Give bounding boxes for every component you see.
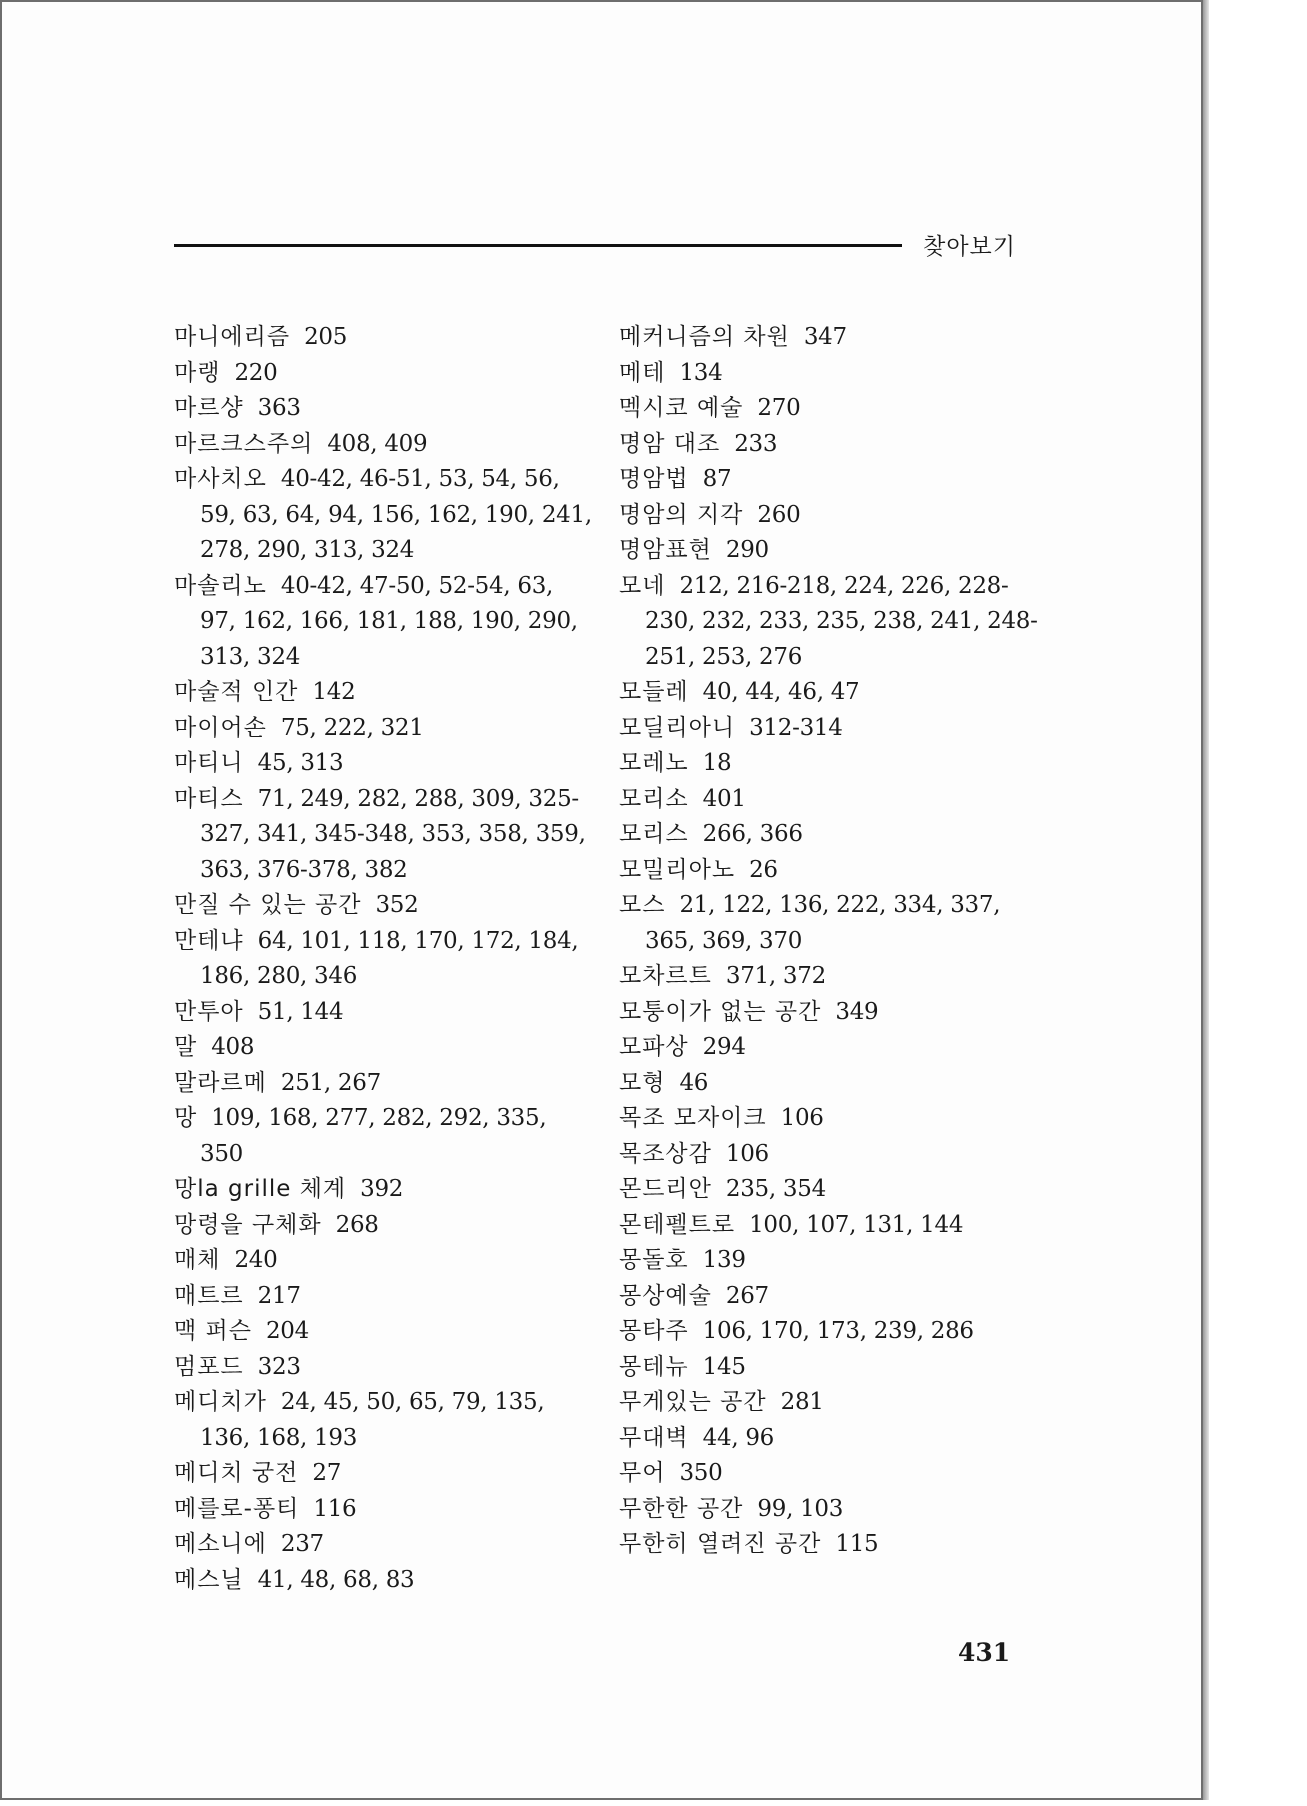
index-entry: 모파상 294 — [619, 1034, 746, 1060]
index-entry: 만테냐 64, 101, 118, 170, 172, 184, 186, 280, 346 — [174, 927, 579, 989]
index-entry: 모밀리아노 26 — [619, 856, 778, 883]
index-entry: 메소니에 237 — [174, 1531, 324, 1557]
index-entry: 명암의 지각 260 — [619, 501, 801, 528]
index-entry: 맥 퍼슨 204 — [174, 1318, 309, 1344]
index-entry: 무한히 열려진 공간 115 — [619, 1531, 879, 1557]
running-header — [174, 226, 1016, 266]
index-entry: 모리소 401 — [619, 785, 746, 812]
index-entry: 명암법 87 — [619, 466, 732, 492]
index-entry: 망령을 구체화 268 — [174, 1211, 379, 1238]
index-entry: 메커니즘의 차원 347 — [619, 324, 847, 350]
index-entry: 마사치오 40-42, 46-51, 53, 54, 56, 59, 63, 64, 94, 156, 162, 190, 241, 278, 290, 313, 324 — [174, 466, 592, 563]
index-entry: 마솔리노 40-42, 47-50, 52-54, 63, 97, 162, 166, 181, 188, 190, 290, 313, 324 — [174, 572, 578, 670]
index-entry: 마르샹 363 — [174, 395, 301, 421]
index-entry: 무대벽 44, 96 — [619, 1424, 775, 1451]
index-entry: 메디치가 24, 45, 50, 65, 79, 135, 136, 168, 193 — [174, 1389, 545, 1451]
index-entry: 메스닐 41, 48, 68, 83 — [174, 1566, 415, 1593]
index-entry: 멈포드 323 — [174, 1353, 301, 1380]
index-entry: 만투아 51, 144 — [174, 998, 344, 1025]
index-entry: 무게있는 공간 281 — [619, 1389, 824, 1415]
index-entry: 마랭 220 — [174, 359, 278, 386]
index-entry: 마이어손 75, 222, 321 — [174, 714, 424, 741]
index-entry: 몽타주 106, 170, 173, 239, 286 — [619, 1318, 974, 1344]
index-entry: 목조상감 106 — [619, 1140, 769, 1167]
index-entry: 망la grille 체계 392 — [174, 1176, 404, 1202]
index-column-right — [619, 320, 1039, 1563]
index-entry: 명암 대조 233 — [619, 430, 778, 457]
index-entry: 무한한 공간 99, 103 — [619, 1495, 844, 1522]
index-entry: 모형 46 — [619, 1069, 709, 1096]
index-entry: 마티니 45, 313 — [174, 750, 344, 776]
header-title: 찾아보기 — [923, 234, 1016, 260]
index-entry: 모리스 266, 366 — [619, 821, 803, 847]
index-entry: 말라르메 251, 267 — [174, 1069, 381, 1096]
page-number: 431 — [958, 1638, 1011, 1667]
index-entry: 마술적 인간 142 — [174, 679, 356, 705]
index-entry: 모딜리아니 312-314 — [619, 714, 843, 741]
header-rule — [174, 244, 902, 247]
index-entry: 목조 모자이크 106 — [619, 1105, 824, 1131]
index-entry: 몬테펠트로 100, 107, 131, 144 — [619, 1211, 964, 1238]
page-edge-shadow — [1203, 0, 1209, 1800]
index-entry: 모들레 40, 44, 46, 47 — [619, 679, 860, 705]
index-entry: 마티스 71, 249, 282, 288, 309, 325-327, 341, 345-348, 353, 358, 359, 363, 376-378, 382 — [174, 785, 586, 883]
index-entry: 매트르 217 — [174, 1282, 301, 1309]
index-entry: 무어 350 — [619, 1460, 723, 1486]
index-entry: 몽상예술 267 — [619, 1282, 769, 1309]
index-entry: 멕시코 예술 270 — [619, 395, 801, 421]
index-entry: 모네 212, 216-218, 224, 226, 228-230, 232, 233, 235, 238, 241, 248-251, 253, 276 — [619, 572, 1038, 670]
index-entry: 메디치 궁전 27 — [174, 1460, 342, 1486]
index-entry: 마르크스주의 408, 409 — [174, 430, 428, 457]
index-entry: 망 109, 168, 277, 282, 292, 335, 350 — [174, 1105, 547, 1167]
index-entry: 몽돌호 139 — [619, 1247, 746, 1273]
index-entry: 메를로-퐁티 116 — [174, 1495, 357, 1522]
index-entry: 모퉁이가 없는 공간 349 — [619, 998, 879, 1025]
index-entry: 마니에리즘 205 — [174, 324, 348, 350]
index-entry: 명암표현 290 — [619, 537, 769, 563]
index-entry: 모레노 18 — [619, 750, 732, 776]
index-entry: 몬드리안 235, 354 — [619, 1176, 826, 1202]
index-entry: 매체 240 — [174, 1247, 278, 1273]
index-entry: 메테 134 — [619, 359, 723, 386]
index-entry: 모차르트 371, 372 — [619, 963, 826, 989]
index-entry: 만질 수 있는 공간 352 — [174, 892, 419, 918]
index-entry: 몽테뉴 145 — [619, 1353, 746, 1380]
index-entry: 말 408 — [174, 1034, 255, 1060]
index-entry: 모스 21, 122, 136, 222, 334, 337, 365, 369, 370 — [619, 892, 1001, 954]
index-column-left — [174, 320, 594, 1598]
